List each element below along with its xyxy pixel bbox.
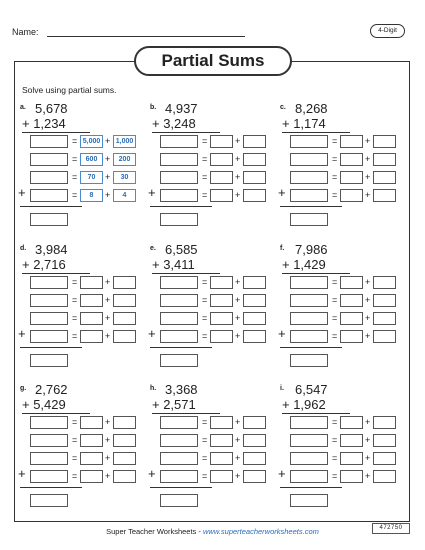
addend-top: 7,986 [295,242,328,257]
place-value-box-bottom[interactable] [373,330,396,343]
sum-plus-sign: + [278,185,286,200]
sum-plus-sign: + [148,326,156,341]
partial-sum-box[interactable] [290,153,328,166]
partial-sum-box[interactable] [290,330,328,343]
partial-sum-row [150,171,278,185]
partial-sum-box[interactable] [160,135,198,148]
problem-rule [152,273,220,274]
partial-sum-row [278,466,408,484]
partial-sum-row [280,135,408,149]
problem-g [20,383,148,518]
partial-sum-row [148,326,278,344]
place-value-box-top[interactable] [340,330,363,343]
place-value-box-top[interactable] [340,171,363,184]
problem-letter: e. [150,245,156,252]
place-value-box-top[interactable]: 5,000 [80,135,103,148]
equals-sign: = [72,172,78,182]
plus-sign: + [365,190,371,200]
plus-sign: + [365,154,371,164]
addend-top: 6,585 [165,242,198,257]
place-value-box-top[interactable] [340,416,363,429]
place-value-box-top[interactable] [210,416,233,429]
problem-rule [22,413,90,414]
partial-sum-row [18,185,148,203]
place-value-box-top[interactable] [210,171,233,184]
sum-plus-sign: + [278,466,286,481]
equals-sign: = [332,190,338,200]
place-value-box-top[interactable] [80,434,103,447]
plus-sign: + [105,295,111,305]
place-value-box-top[interactable] [210,294,233,307]
problem-f [280,243,408,378]
addend-bottom: + 1,174 [282,116,326,131]
sum-plus-sign: + [18,185,26,200]
equals-sign: = [202,471,208,481]
partial-sum-box[interactable] [160,276,198,289]
equals-sign: = [72,136,78,146]
plus-sign: + [235,190,241,200]
equals-sign: = [72,154,78,164]
problem-letter: i. [280,385,284,392]
place-value-box-bottom[interactable] [243,330,266,343]
partial-sum-row [278,326,408,344]
plus-sign: + [365,172,371,182]
total-sum-box[interactable] [30,354,68,367]
problem-b [150,102,278,237]
place-value-box-bottom[interactable]: 1,000 [113,135,136,148]
place-value-box-bottom[interactable] [113,470,136,483]
place-value-box-top[interactable]: 600 [80,153,103,166]
problem-rule [282,132,350,133]
partial-sum-box[interactable] [160,294,198,307]
place-value-box-top[interactable] [340,153,363,166]
partial-sum-box[interactable] [290,294,328,307]
place-value-box-top[interactable] [210,276,233,289]
place-value-box-top[interactable] [210,452,233,465]
place-value-box-bottom[interactable]: 200 [113,153,136,166]
partial-sum-row [20,153,148,167]
partial-sum-box[interactable] [290,452,328,465]
partial-sum-row [150,276,278,290]
sum-rule [280,487,342,488]
partial-sum-row [150,434,278,448]
partial-sum-row [280,153,408,167]
partial-sum-row [150,135,278,149]
partial-sum-row [280,416,408,430]
worksheet-title: Partial Sums [134,46,292,76]
addend-bottom: + 3,411 [152,257,195,272]
partial-sum-box[interactable] [290,416,328,429]
place-value-box-top[interactable] [340,452,363,465]
equals-sign: = [72,277,78,287]
place-value-box-bottom[interactable] [243,189,266,202]
problem-rule [22,132,90,133]
partial-sum-row [148,185,278,203]
addend-top: 3,984 [35,242,68,257]
problem-letter: a. [20,104,26,111]
place-value-box-top[interactable] [340,135,363,148]
place-value-box-top[interactable]: 8 [80,189,103,202]
worksheet-code: 472750 [372,523,410,534]
partial-sum-box[interactable] [160,434,198,447]
problem-a [20,102,148,237]
problem-letter: h. [150,385,157,392]
place-value-box-bottom[interactable] [243,135,266,148]
problem-rule [282,413,350,414]
sum-plus-sign: + [148,185,156,200]
partial-sum-box[interactable] [290,276,328,289]
problem-letter: b. [150,104,157,111]
place-value-box-bottom[interactable] [243,294,266,307]
plus-sign: + [235,172,241,182]
addend-bottom: + 5,429 [22,397,66,412]
addend-top: 4,937 [165,101,198,116]
sum-rule [150,487,212,488]
place-value-box-top[interactable] [80,416,103,429]
place-value-box-top[interactable] [80,470,103,483]
problem-rule [282,273,350,274]
plus-sign: + [105,453,111,463]
sum-rule [150,347,212,348]
plus-sign: + [235,453,241,463]
equals-sign: = [202,295,208,305]
partial-sum-row [20,135,148,149]
addend-bottom: + 2,571 [152,397,196,412]
addend-top: 6,547 [295,382,328,397]
plus-sign: + [235,154,241,164]
total-sum-box[interactable] [30,213,68,226]
plus-sign: + [365,417,371,427]
partial-sum-row [280,294,408,308]
sum-plus-sign: + [18,466,26,481]
problem-d [20,243,148,378]
total-sum-box[interactable] [290,213,328,226]
partial-sum-row [18,466,148,484]
sum-rule [20,347,82,348]
partial-sum-box[interactable] [30,171,68,184]
addend-bottom: + 2,716 [22,257,66,272]
addend-top: 5,678 [35,101,68,116]
equals-sign: = [72,313,78,323]
place-value-box-bottom[interactable] [373,171,396,184]
plus-sign: + [105,172,111,182]
problem-c [280,102,408,237]
footer [0,527,425,536]
partial-sum-row [20,294,148,308]
problem-h [150,383,278,518]
partial-sum-box[interactable] [160,312,198,325]
equals-sign: = [72,435,78,445]
problem-i [280,383,408,518]
place-value-box-bottom[interactable] [373,434,396,447]
partial-sum-row [150,416,278,430]
place-value-box-bottom[interactable] [113,330,136,343]
equals-sign: = [332,435,338,445]
equals-sign: = [202,172,208,182]
instructions: Solve using partial sums. [22,85,117,95]
partial-sum-row [20,171,148,185]
place-value-box-bottom[interactable]: 4 [113,189,136,202]
place-value-box-bottom[interactable] [243,416,266,429]
place-value-box-bottom[interactable] [373,276,396,289]
equals-sign: = [202,453,208,463]
sum-rule [20,206,82,207]
place-value-box-top[interactable] [80,276,103,289]
partial-sum-box[interactable] [30,416,68,429]
partial-sum-box[interactable] [290,470,328,483]
total-sum-box[interactable] [290,354,328,367]
place-value-box-bottom[interactable] [243,276,266,289]
place-value-box-bottom[interactable] [243,171,266,184]
place-value-box-bottom[interactable] [373,312,396,325]
partial-sum-row [18,326,148,344]
problem-rule [152,413,220,414]
partial-sum-box[interactable] [290,189,328,202]
addend-top: 3,368 [165,382,198,397]
partial-sum-box[interactable] [30,452,68,465]
partial-sum-row [20,276,148,290]
plus-sign: + [365,331,371,341]
addend-bottom: + 1,234 [22,116,66,131]
problem-letter: c. [280,104,286,111]
plus-sign: + [235,435,241,445]
equals-sign: = [332,154,338,164]
place-value-box-bottom[interactable] [373,416,396,429]
plus-sign: + [365,471,371,481]
level-badge: 4-Digit [370,24,405,38]
partial-sum-box[interactable] [290,135,328,148]
partial-sum-row [150,452,278,466]
partial-sum-box[interactable] [160,330,198,343]
place-value-box-top[interactable] [210,434,233,447]
sum-plus-sign: + [18,326,26,341]
plus-sign: + [105,331,111,341]
plus-sign: + [365,313,371,323]
equals-sign: = [332,313,338,323]
addend-top: 8,268 [295,101,328,116]
partial-sum-box[interactable] [290,171,328,184]
equals-sign: = [202,277,208,287]
addend-bottom: + 3,248 [152,116,196,131]
place-value-box-bottom[interactable] [243,312,266,325]
partial-sum-box[interactable] [160,470,198,483]
problem-e [150,243,278,378]
equals-sign: = [332,471,338,481]
total-sum-box[interactable] [160,494,198,507]
sum-rule [280,347,342,348]
place-value-box-bottom[interactable] [113,276,136,289]
plus-sign: + [235,471,241,481]
place-value-box-top[interactable] [340,434,363,447]
place-value-box-top[interactable] [340,312,363,325]
addend-bottom: + 1,429 [282,257,326,272]
equals-sign: = [332,417,338,427]
partial-sum-box[interactable] [30,434,68,447]
equals-sign: = [72,331,78,341]
place-value-box-bottom[interactable] [243,452,266,465]
place-value-box-top[interactable] [210,312,233,325]
partial-sum-row [20,434,148,448]
problem-rule [152,132,220,133]
place-value-box-top[interactable] [210,153,233,166]
sum-plus-sign: + [278,326,286,341]
plus-sign: + [365,435,371,445]
place-value-box-bottom[interactable] [113,452,136,465]
equals-sign: = [332,277,338,287]
problem-letter: g. [20,385,27,392]
addend-top: 2,762 [35,382,68,397]
partial-sum-row [280,434,408,448]
equals-sign: = [332,136,338,146]
partial-sum-box[interactable] [30,330,68,343]
sum-rule [280,206,342,207]
plus-sign: + [365,136,371,146]
plus-sign: + [105,277,111,287]
plus-sign: + [235,313,241,323]
plus-sign: + [105,136,111,146]
equals-sign: = [72,417,78,427]
place-value-box-top[interactable] [80,452,103,465]
equals-sign: = [332,172,338,182]
plus-sign: + [235,277,241,287]
partial-sum-row [280,171,408,185]
place-value-box-bottom[interactable] [373,153,396,166]
sum-plus-sign: + [148,466,156,481]
partial-sum-box[interactable] [290,434,328,447]
equals-sign: = [202,136,208,146]
partial-sum-box[interactable] [30,312,68,325]
place-value-box-bottom[interactable] [113,416,136,429]
place-value-box-top[interactable]: 70 [80,171,103,184]
place-value-box-bottom[interactable] [243,470,266,483]
name-label: Name: [12,27,39,37]
place-value-box-top[interactable] [340,276,363,289]
place-value-box-top[interactable] [340,189,363,202]
partial-sum-row [150,312,278,326]
partial-sum-box[interactable] [160,189,198,202]
partial-sum-row [280,312,408,326]
plus-sign: + [105,190,111,200]
footer-brand: Super Teacher Worksheets - [106,527,203,536]
place-value-box-bottom[interactable] [113,294,136,307]
plus-sign: + [365,295,371,305]
place-value-box-top[interactable] [210,189,233,202]
problem-letter: f. [280,245,285,252]
place-value-box-top[interactable] [80,330,103,343]
partial-sum-row [20,312,148,326]
plus-sign: + [105,435,111,445]
equals-sign: = [72,190,78,200]
equals-sign: = [202,435,208,445]
problem-rule [22,273,90,274]
equals-sign: = [332,331,338,341]
place-value-box-bottom[interactable] [373,294,396,307]
partial-sum-row [148,466,278,484]
place-value-box-top[interactable] [340,470,363,483]
plus-sign: + [105,417,111,427]
partial-sum-box[interactable] [30,189,68,202]
place-value-box-bottom[interactable] [243,153,266,166]
partial-sum-box[interactable] [290,312,328,325]
partial-sum-box[interactable] [160,416,198,429]
plus-sign: + [235,417,241,427]
equals-sign: = [202,313,208,323]
plus-sign: + [105,471,111,481]
place-value-box-top[interactable] [80,312,103,325]
partial-sum-box[interactable] [30,135,68,148]
place-value-box-top[interactable] [210,135,233,148]
partial-sum-box[interactable] [30,470,68,483]
equals-sign: = [202,417,208,427]
name-input-line[interactable] [47,36,245,37]
partial-sum-row [20,416,148,430]
plus-sign: + [105,313,111,323]
place-value-box-top[interactable] [340,294,363,307]
partial-sum-row [280,276,408,290]
place-value-box-top[interactable] [210,330,233,343]
equals-sign: = [202,154,208,164]
partial-sum-row [150,153,278,167]
plus-sign: + [235,136,241,146]
partial-sum-row [280,452,408,466]
place-value-box-top[interactable] [210,470,233,483]
equals-sign: = [332,295,338,305]
partial-sum-row [20,452,148,466]
partial-sum-box[interactable] [30,153,68,166]
problem-letter: d. [20,245,27,252]
place-value-box-bottom[interactable] [373,189,396,202]
plus-sign: + [365,453,371,463]
equals-sign: = [72,471,78,481]
partial-sum-row [278,185,408,203]
partial-sum-row [150,294,278,308]
place-value-box-bottom[interactable]: 30 [113,171,136,184]
place-value-box-top[interactable] [80,294,103,307]
equals-sign: = [332,453,338,463]
sum-rule [150,206,212,207]
equals-sign: = [202,190,208,200]
sum-rule [20,487,82,488]
place-value-box-bottom[interactable] [373,452,396,465]
total-sum-box[interactable] [290,494,328,507]
footer-url[interactable]: www.superteacherworksheets.com [202,527,319,536]
partial-sum-box[interactable] [30,294,68,307]
place-value-box-bottom[interactable] [243,434,266,447]
equals-sign: = [202,331,208,341]
total-sum-box[interactable] [160,354,198,367]
addend-bottom: + 1,962 [282,397,326,412]
place-value-box-bottom[interactable] [113,312,136,325]
place-value-box-bottom[interactable] [113,434,136,447]
place-value-box-bottom[interactable] [373,470,396,483]
partial-sum-box[interactable] [160,452,198,465]
total-sum-box[interactable] [30,494,68,507]
plus-sign: + [105,154,111,164]
partial-sum-box[interactable] [30,276,68,289]
plus-sign: + [235,331,241,341]
plus-sign: + [365,277,371,287]
plus-sign: + [235,295,241,305]
partial-sum-box[interactable] [160,153,198,166]
place-value-box-bottom[interactable] [373,135,396,148]
equals-sign: = [72,295,78,305]
equals-sign: = [72,453,78,463]
total-sum-box[interactable] [160,213,198,226]
partial-sum-box[interactable] [160,171,198,184]
